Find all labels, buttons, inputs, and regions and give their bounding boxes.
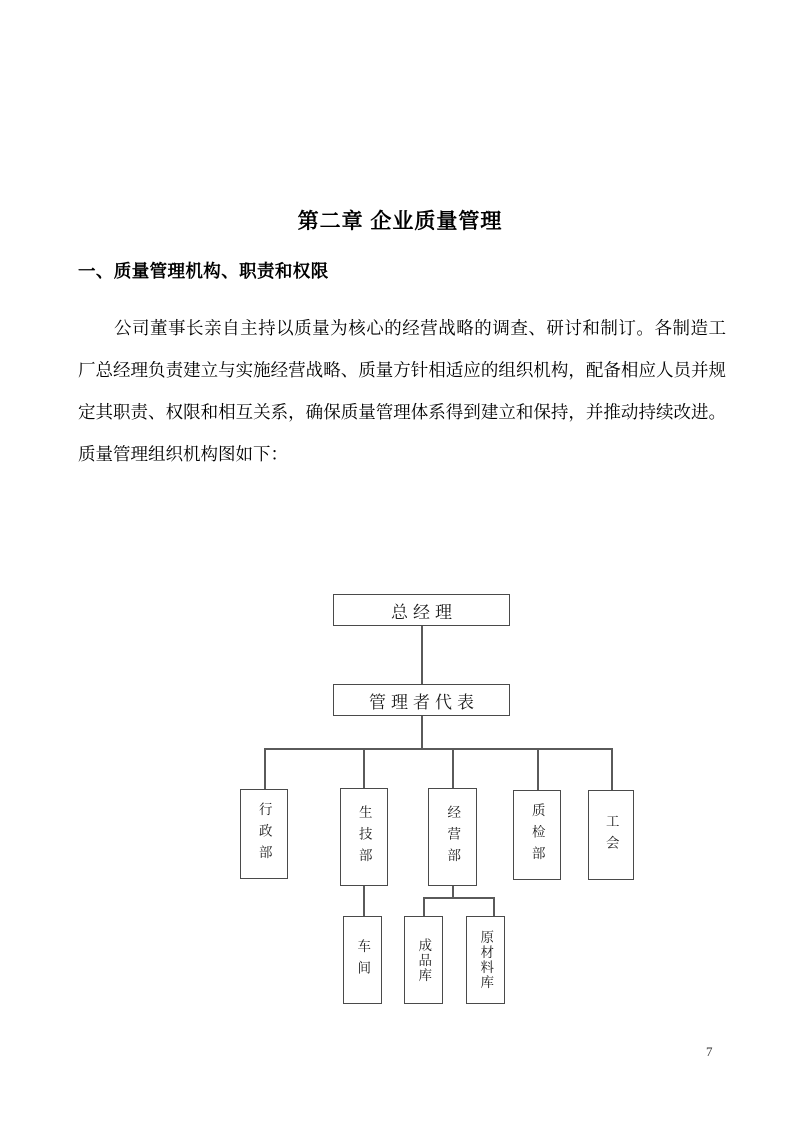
- connector-operations-subbus: [423, 897, 493, 899]
- page-number: 7: [706, 1044, 713, 1059]
- org-node-labor-union: 工会: [588, 790, 634, 880]
- connector-bus-to-administration: [264, 748, 266, 789]
- org-node-production-tech-dept: 生技部: [340, 788, 388, 886]
- connector-bus-to-production-tech: [363, 748, 365, 788]
- org-node-raw-material-warehouse: 原材料库: [466, 916, 505, 1004]
- connector-bus-to-labor-union: [611, 748, 613, 790]
- page-title: 第二章 企业质量管理: [297, 210, 503, 233]
- org-node-administration-dept: 行政部: [240, 789, 288, 879]
- org-node-general-manager: 总经理: [333, 594, 510, 626]
- connector-subbus-to-raw-material: [493, 897, 495, 916]
- org-node-management-representative: 管理者代表: [333, 684, 510, 716]
- org-node-quality-inspection-dept: 质检部: [513, 790, 561, 880]
- org-node-workshop: 车间: [343, 916, 382, 1004]
- connector-subbus-to-finished-goods: [423, 897, 425, 916]
- connector-mgmt-rep-to-bus: [421, 716, 423, 749]
- connector-bus-to-operations: [452, 748, 454, 788]
- connector-gm-to-mgmt-rep: [421, 626, 423, 684]
- connector-bus-to-quality-inspection: [537, 748, 539, 790]
- body-paragraph: 公司董事长亲自主持以质量为核心的经营战略的调查、研讨和制订。各制造工厂总经理负责建立与实施经营战略、质量方针相适应的组织机构，配备相应人员并规定其职责、权限和相互关系，确保质量管理体系得到建立和保持，并推动持续改进。质量管理组织机构图如下：: [78, 318, 726, 464]
- section-heading: 一、质量管理机构、职责和权限: [78, 261, 329, 281]
- connector-production-tech-to-workshop: [363, 886, 365, 916]
- connector-department-bus: [264, 748, 612, 750]
- org-node-finished-goods-warehouse: 成品库: [404, 916, 443, 1004]
- org-node-operations-dept: 经营部: [428, 788, 477, 886]
- connector-operations-to-subbus: [452, 886, 454, 897]
